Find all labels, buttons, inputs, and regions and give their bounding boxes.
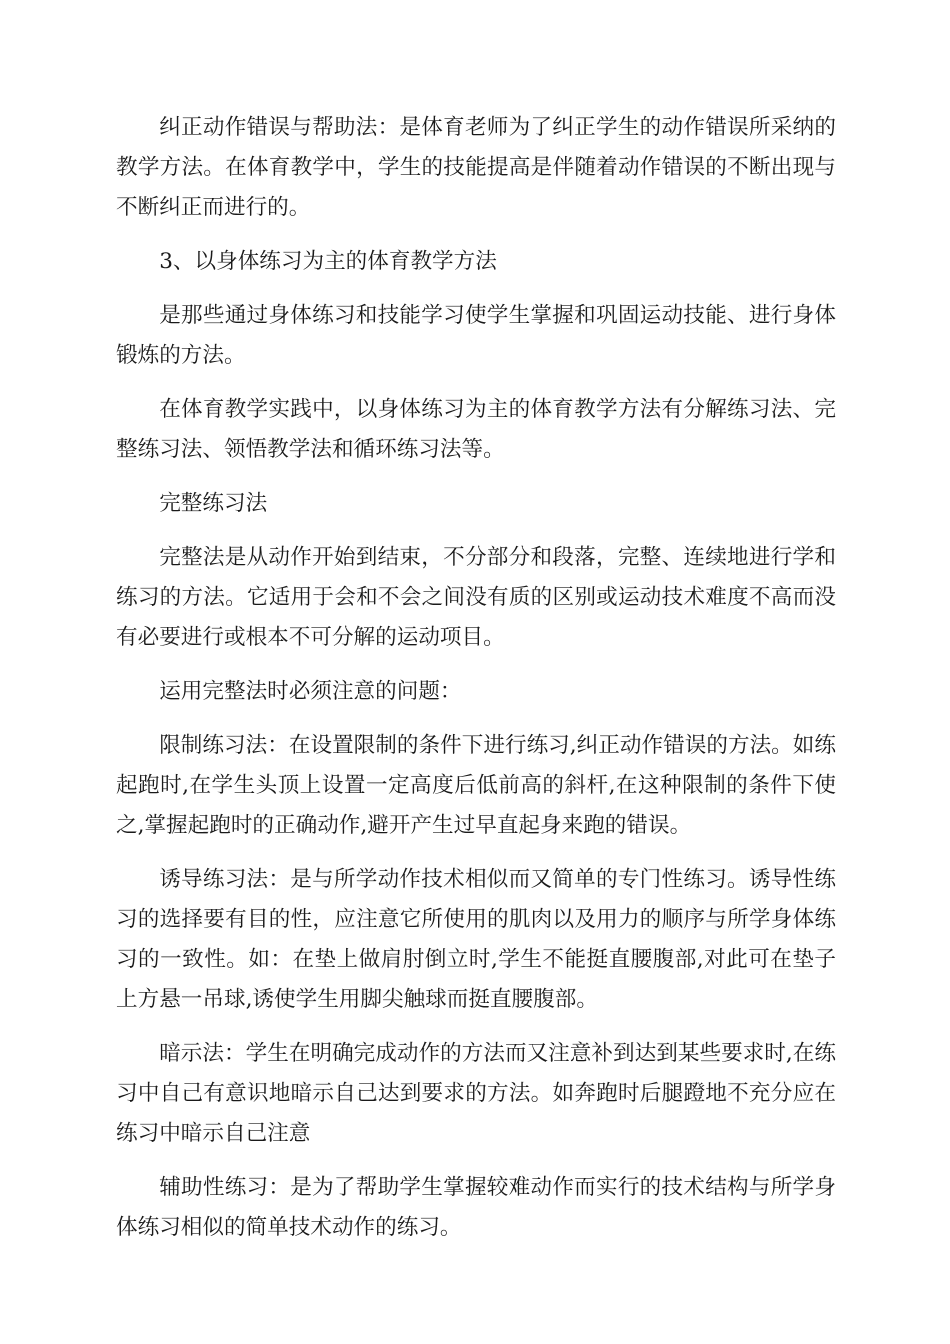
document-body [116,108,836,1262]
paragraph-notes-heading: 运用完整法时必须注意的问题： [159,679,462,704]
paragraph-correction-method: 纠正动作错误与帮助法：是体育老师为了纠正学生的动作错误所采纳的教学方法。在体育教学中，学生的技能提高是伴随着动作错误的不断出现与不断纠正而进行的。 [116,115,836,220]
paragraph-method-list: 在体育教学实践中，以身体练习为主的体育教学方法有分解练习法、完整练习法、领悟教学法和循环练习法等。 [116,397,836,462]
paragraph-suggestion-method: 暗示法：学生在明确完成动作的方法而又注意补到达到某些要求时,在练习中自己有意识地暗示自己达到要求的方法。如奔跑时后腿蹬地不充分应在练习中暗示自己注意 [116,1041,836,1146]
subheading-complete-practice: 完整练习法 [159,491,268,516]
paragraph-definition: 是那些通过身体练习和技能学习使学生掌握和巩固运动技能、进行身体锻炼的方法。 [116,303,836,368]
paragraph-auxiliary-practice: 辅助性练习：是为了帮助学生掌握较难动作而实行的技术结构与所学身体练习相似的简单技术动作的练习。 [116,1175,836,1240]
paragraph-induction-method: 诱导练习法：是与所学动作技术相似而又简单的专门性练习。诱导性练习的选择要有目的性，应注意它所使用的肌肉以及用力的顺序与所学身体练习的一致性。如：在垫上做肩肘倒立时,学生不能挺直腰腹部,对此可在垫子上方悬一吊球,诱使学生用脚尖触球而挺直腰腹部。 [116,867,836,1012]
paragraph-complete-method: 完整法是从动作开始到结束，不分部分和段落，完整、连续地进行学和练习的方法。它适用于会和不会之间没有质的区别或运动技术难度不高而没有必要进行或根本不可分解的运动项目。 [116,545,836,650]
section-heading-physical-practice: 3、以身体练习为主的体育教学方法 [159,249,497,274]
paragraph-restriction-method: 限制练习法：在设置限制的条件下进行练习,纠正动作错误的方法。如练起跑时,在学生头顶上设置一定高度后低前高的斜杆,在这种限制的条件下使之,掌握起跑时的正确动作,避开产生过早直起身来跑的错误。 [116,733,836,838]
